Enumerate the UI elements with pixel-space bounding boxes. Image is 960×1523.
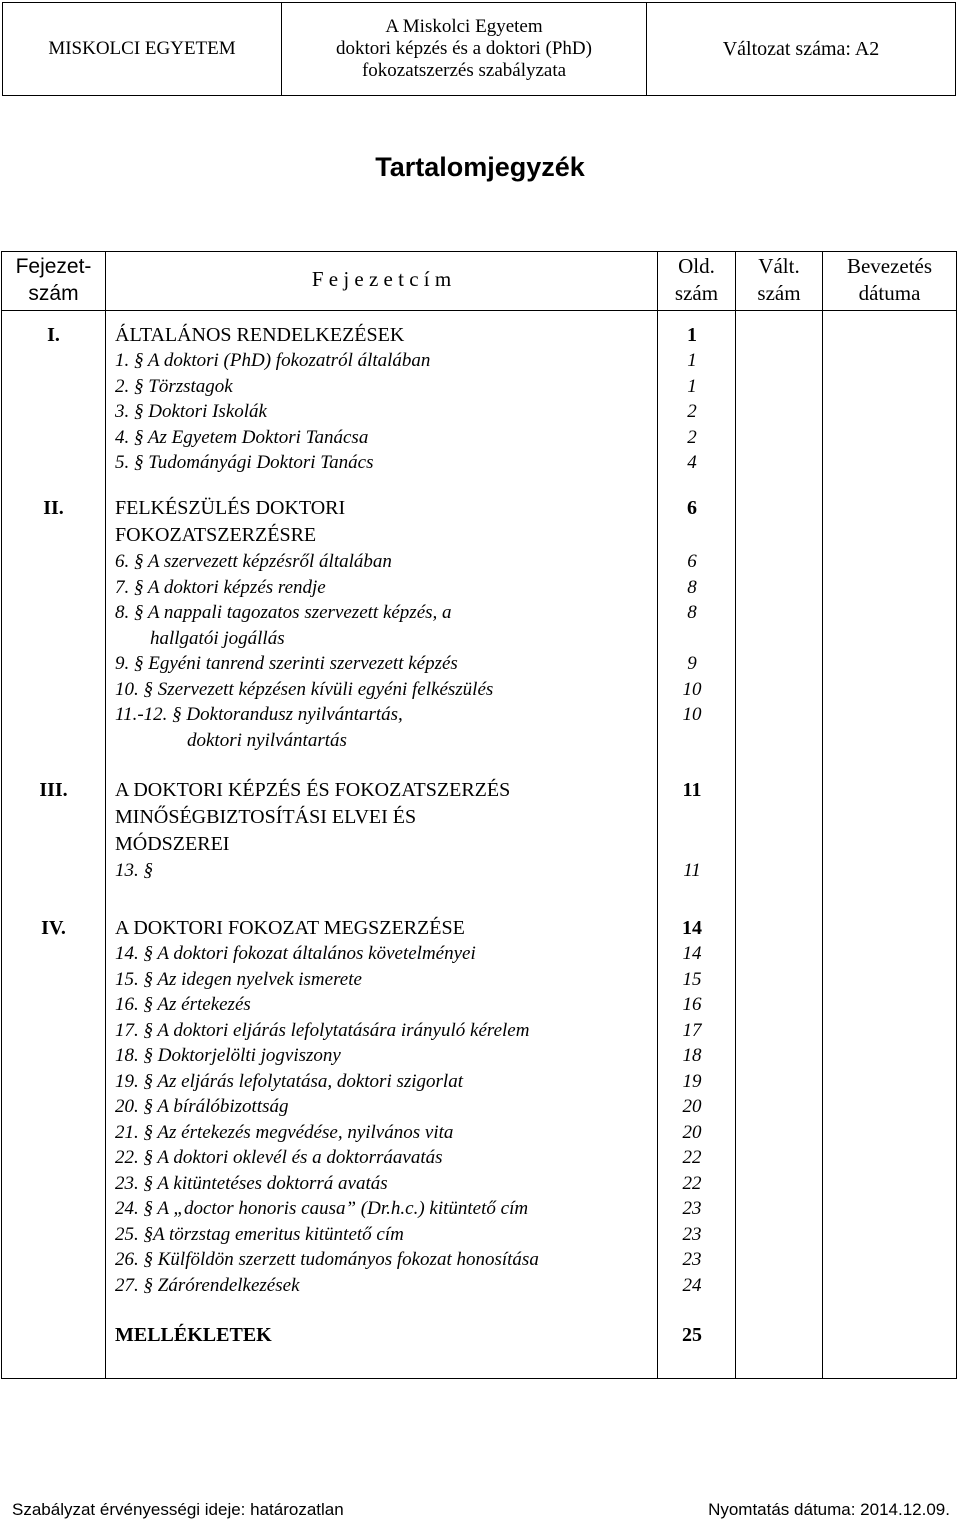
version-number: Változat száma: A2 [722, 37, 880, 60]
header-divider [2, 310, 956, 311]
chapter-title: ÁLTALÁNOS RENDELKEZÉSEK [115, 324, 405, 346]
chapter-title: A DOKTORI FOKOZAT MEGSZERZÉSE [115, 917, 465, 939]
section-page: 10 [682, 678, 702, 700]
section-page: 1 [687, 375, 697, 397]
section-page: 23 [682, 1249, 702, 1270]
document-title-line: fokozatszerzés szabályzata [361, 60, 567, 81]
institution-name: MISKOLCI EGYETEM [3, 3, 282, 95]
section-page: 20 [682, 1121, 702, 1143]
section-page: 2 [687, 426, 697, 448]
chapter-title: FOKOZATSZERZÉSRE [115, 524, 317, 546]
section-page: 18 [682, 1045, 702, 1066]
section-title: 16. § Az értekezés [115, 994, 251, 1015]
section-page: 4 [687, 452, 697, 473]
section-page: 11 [683, 860, 701, 881]
section-page: 15 [682, 968, 702, 990]
section-title: 10. § Szervezett képzésen kívüli egyéni felkészülés [115, 678, 494, 700]
section-title: 7. § A doktori képzés rendje [115, 576, 326, 598]
chapter-page: 6 [687, 497, 697, 519]
section-title: 21. § Az értekezés megvédése, nyilvános vita [115, 1121, 454, 1143]
print-date: Nyomtatás dátuma: 2014.12.09. [708, 1500, 950, 1519]
document-title-block [282, 3, 647, 95]
chapter-title: FELKÉSZÜLÉS DOKTORI [115, 497, 346, 519]
section-page: 6 [687, 551, 697, 572]
section-title: 6. § A szervezett képzésről általában [115, 551, 392, 572]
chapter-number: II. [43, 497, 64, 519]
document-header [2, 2, 956, 96]
chapter-title: MÓDSZEREI [115, 833, 230, 855]
section-title: 24. § A „doctor honoris causa” (Dr.h.c.) kitüntető cím [115, 1198, 529, 1219]
toc-table [1, 251, 957, 1379]
section-page: 10 [682, 704, 702, 725]
section-page: 9 [687, 653, 697, 674]
section-title: 3. § Doktori Iskolák [115, 401, 267, 422]
section-title: 22. § A doktori oklevél és a doktorráavatás [115, 1147, 443, 1168]
chapter-page: 1 [687, 324, 697, 346]
page-title: Tartalomjegyzék [375, 152, 585, 182]
section-page: 23 [682, 1223, 702, 1245]
section-page: 8 [687, 602, 697, 623]
section-page: 2 [687, 401, 697, 422]
chapter-page: 14 [682, 917, 702, 939]
section-title: 17. § A doktori eljárás lefolytatására irányuló kérelem [115, 1019, 530, 1041]
appendix-page: 25 [682, 1324, 702, 1346]
section-title: 14. § A doktori fokozat általános követelményei [115, 943, 476, 964]
column-divider [735, 252, 736, 1378]
section-title: 4. § Az Egyetem Doktori Tanácsa [115, 426, 369, 448]
section-page: 20 [682, 1096, 702, 1117]
header-chapter-title: F e j e z e t c í m [311, 267, 452, 291]
section-page: 19 [682, 1070, 702, 1092]
section-page: 17 [682, 1019, 702, 1041]
chapter-title: MINŐSÉGBIZTOSÍTÁSI ELVEI ÉS [115, 806, 417, 828]
section-title: 20. § A bírálóbizottság [115, 1096, 289, 1117]
section-title: hallgatói jogállás [150, 627, 285, 649]
section-title: 26. § Külföldön szerzett tudományos fokozat honosítása [115, 1249, 539, 1270]
section-page: 16 [682, 994, 702, 1015]
section-page: 8 [687, 576, 697, 598]
section-title: 23. § A kitüntetéses doktorrá avatás [115, 1172, 388, 1194]
header-chapter-no: Fejezet- szám [15, 255, 92, 305]
section-title: 1. § A doktori (PhD) fokozatról általában [115, 350, 431, 371]
header-version-no: Vált. szám [757, 254, 801, 305]
section-title: 2. § Törzstagok [115, 375, 233, 397]
chapter-number: I. [47, 324, 60, 346]
chapter-page: 11 [682, 779, 702, 801]
header-effective-date: Bevezetés dátuma [846, 254, 933, 305]
section-title: 18. § Doktorjelölti jogviszony [115, 1045, 341, 1066]
document-title-line: doktori képzés és a doktori (PhD) [336, 38, 592, 59]
column-divider [822, 252, 823, 1378]
appendix-title: MELLÉKLETEK [115, 1324, 272, 1346]
section-title: 8. § A nappali tagozatos szervezett képzés, a [115, 602, 452, 623]
section-title: 5. § Tudományági Doktori Tanács [115, 452, 374, 473]
section-title: 19. § Az eljárás lefolytatása, doktori szigorlat [115, 1070, 463, 1092]
column-divider [105, 252, 106, 1378]
section-title: 13. § [115, 860, 153, 881]
section-title: 27. § Zárórendelkezések [115, 1274, 300, 1296]
chapter-number: III. [39, 779, 68, 801]
section-title: 25. §A törzstag emeritus kitüntető cím [115, 1223, 404, 1245]
section-title: doktori nyilvántartás [187, 729, 347, 751]
section-page: 14 [682, 943, 702, 964]
document-title-line: A Miskolci Egyetem [385, 16, 543, 37]
chapter-title: A DOKTORI KÉPZÉS ÉS FOKOZATSZERZÉS [115, 779, 511, 801]
chapter-number: IV. [41, 917, 66, 939]
section-title: 15. § Az idegen nyelvek ismerete [115, 968, 362, 990]
section-page: 22 [682, 1147, 702, 1168]
section-page: 24 [682, 1274, 702, 1296]
header-page-no: Old. szám [674, 254, 719, 305]
section-page: 22 [682, 1172, 702, 1194]
validity-note: Szabályzat érvényességi ideje: határozatlan [12, 1500, 344, 1519]
section-title: 11.-12. § Doktorandusz nyilvántartás, [115, 704, 403, 725]
section-page: 1 [687, 350, 697, 371]
section-title: 9. § Egyéni tanrend szerinti szervezett képzés [115, 653, 458, 674]
section-page: 23 [682, 1198, 702, 1219]
